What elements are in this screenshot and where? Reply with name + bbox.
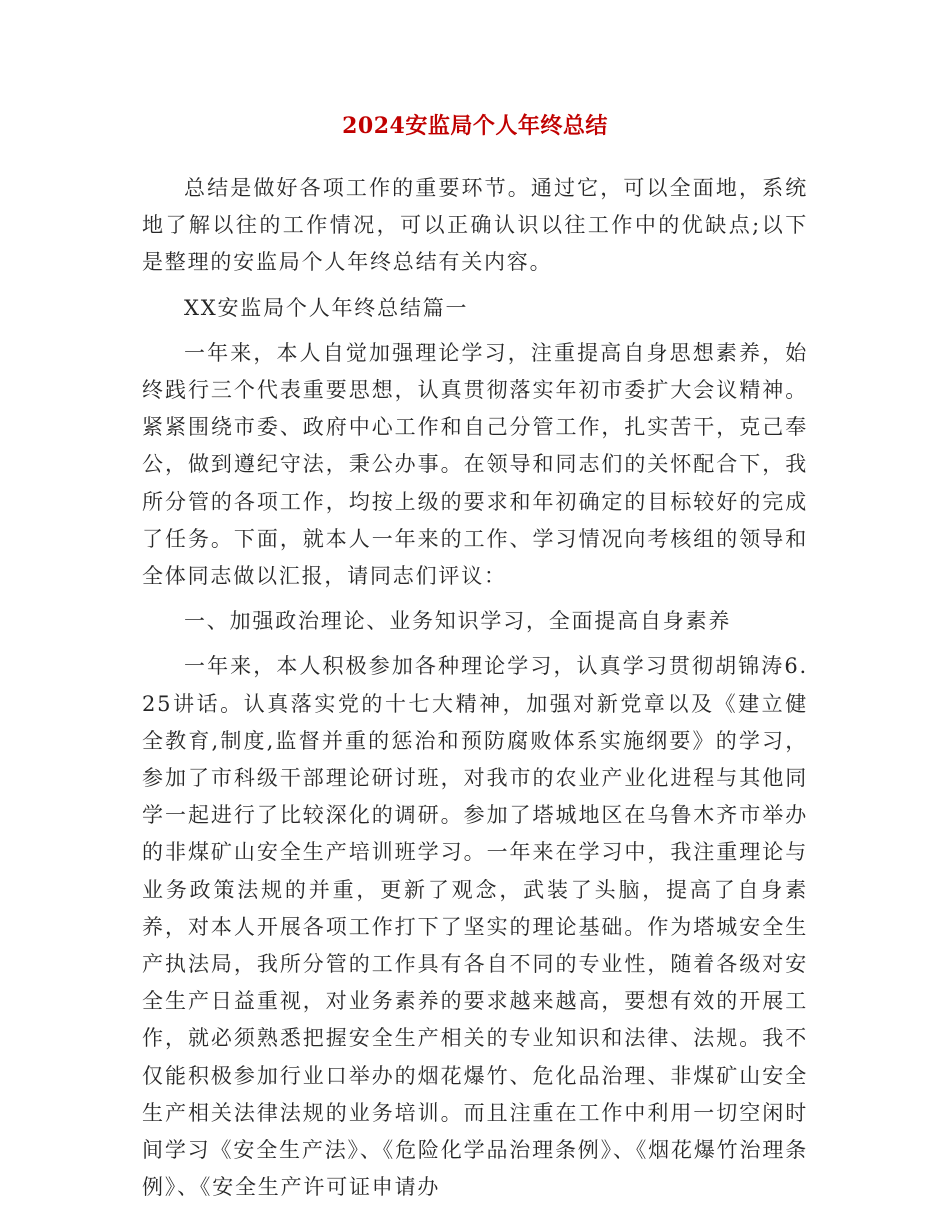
paragraph-gap [142,640,808,648]
intro-paragraph: 总结是做好各项工作的重要环节。通过它，可以全面地，系统地了解以往的工作情况，可以正确认识以往工作中的优缺点;以下是整理的安监局个人年终总结有关内容。 [142,176,808,275]
document-body [142,108,808,1206]
body-paragraph: 一年来，本人积极参加各种理论学习，认真学习贯彻胡锦涛6.25讲话。认真落实党的十七大精神，加强对新党章以及《建立健全教育,制度,监督并重的惩治和预防腐败体系实施纲要》的学习，参加了市科级干部理论研讨班，对我市的农业产业化进程与其他同学一起进行了比较深化的调研。参加了塔城地区在乌鲁木齐市举办的非煤矿山安全生产培训班学习。一年来在学习中，我注重理论与业务政策法规的并重，更新了观念，武装了头脑，提高了自身素养，对本人开展各项工作打下了坚实的理论基础。作为塔城安全生产执法局，我所分管的工作具有各自不同的专业性，随着各级对安全生产日益重视，对业务素养的要求越来越高，要想有效的开展工作，就必须熟悉把握安全生产相关的专业知识和法律、法规。我不仅能积极参加行业口举办的烟花爆竹、危化品治理、非煤矿山安全生产相关法律法规的业务培训。而且注重在工作中利用一切空闲时间学习《安全生产法》、《危险化学品治理条例》、《烟花爆竹治理条例》、《安全生产许可证申请办 [142,654,808,1200]
paragraph-gap [142,282,808,290]
subsection-heading: 一、加强政治理论、业务知识学习，全面提高自身素养 [184,609,732,634]
paragraph-gap [142,595,808,603]
body-paragraph: 一年来，本人自觉加强理论学习，注重提高自身思想素养，始终践行三个代表重要思想，认真贯彻落实年初市委扩大会议精神。紧紧围绕市委、政府中心工作和自己分管工作，扎实苦干，克己奉公，做到遵纪守法，秉公办事。在领导和同志们的关怀配合下，我所分管的各项工作，均按上级的要求和年初确定的目标较好的完成了任务。下面，就本人一年来的工作、学习情况向考核组的领导和全体同志做以汇报，请同志们评议： [142,340,808,589]
section-heading: XX安监局个人年终总结篇一 [184,295,469,320]
paragraph-gap [142,327,808,335]
document-title: 2024安监局个人年终总结 [342,113,608,139]
